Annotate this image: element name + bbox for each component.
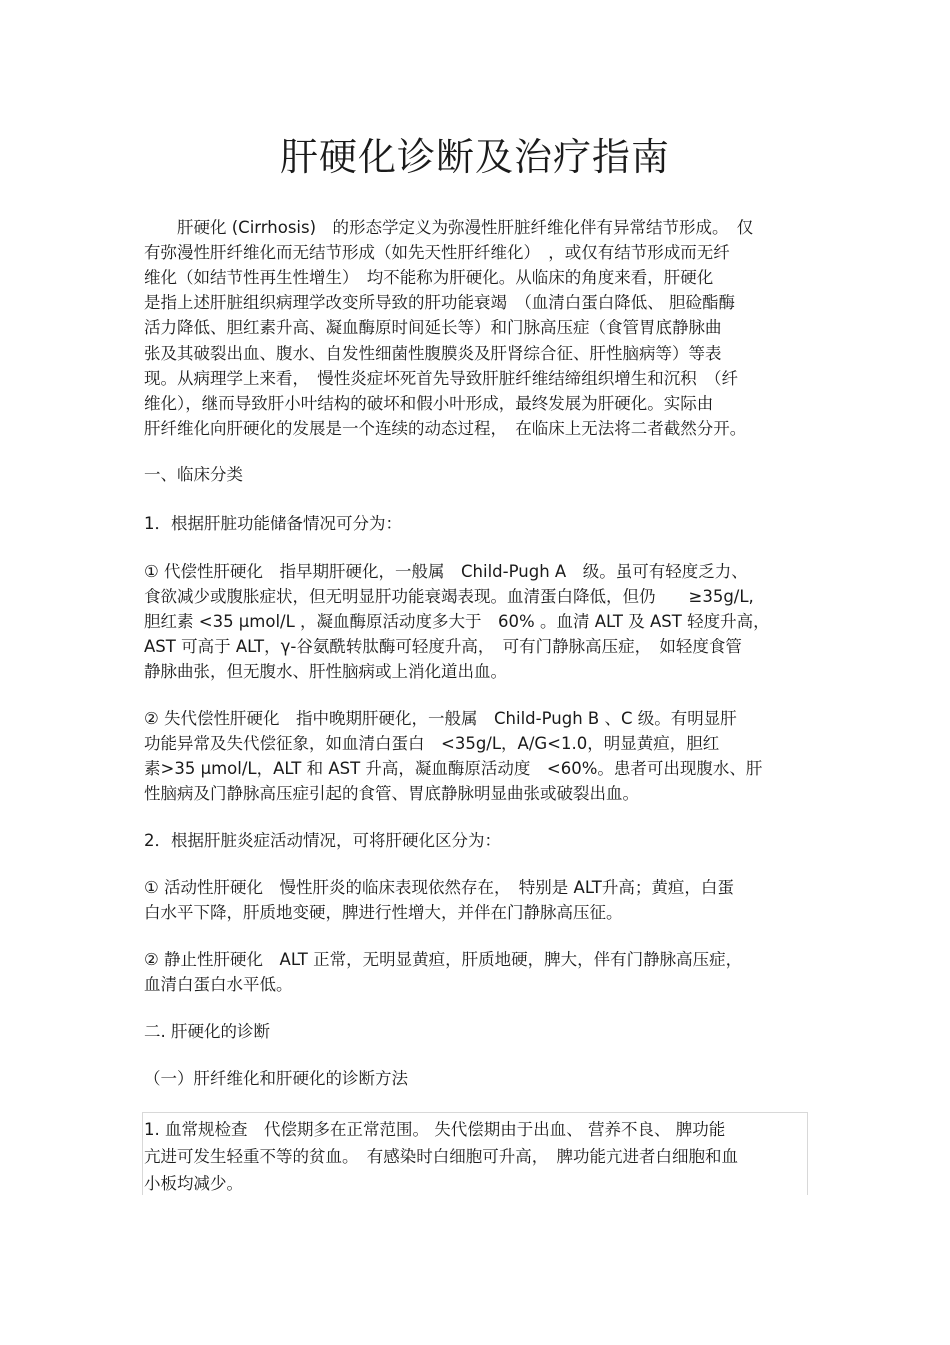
intro-line: 张及其破裂出血、腹水、自发性细菌性腹膜炎及肝肾综合征、肝性脑病等）等表 xyxy=(144,344,722,363)
intro-line: 肝纤维化向肝硬化的发展是一个连续的动态过程， 在临床上无法将二者截然分开。 xyxy=(144,419,747,438)
paragraph-line: ① 活动性肝硬化 慢性肝炎的临床表现依然存在， 特别是 ALT升高；黄疸，白蛋 xyxy=(144,878,734,897)
intro-line: 维化（如结节性再生性增生） 均不能称为肝硬化。从临床的角度来看，肝硬化 xyxy=(144,268,714,287)
section-heading-diagnosis: 二. 肝硬化的诊断 xyxy=(144,1022,270,1041)
intro-line: 肝硬化 (Cirrhosis) 的形态学定义为弥漫性肝脏纤维化伴有异常结节形成。 仅 xyxy=(144,218,754,237)
paragraph-line: 胆红素 <35 μmol/L ，凝血酶原活动度多大于 60% 。血清 ALT 及 AST 轻度升高， xyxy=(144,612,770,631)
paragraph-line: 静脉曲张，但无腹水、肝性脑病或上消化道出血。 xyxy=(144,662,507,681)
paragraph-line: 性脑病及门静脉高压症引起的食管、胃底静脉明显曲张或破裂出血。 xyxy=(144,784,639,803)
section-heading-clinical-classification: 一、临床分类 xyxy=(144,465,243,484)
paragraph-line: 食欲减少或腹胀症状，但无明显肝功能衰竭表现。血清蛋白降低，但仍 ≥35g/L, xyxy=(144,587,754,606)
paragraph-line: 1. 血常规检查 代偿期多在正常范围。 失代偿期由于出血、 营养不良、 脾功能 xyxy=(144,1120,726,1139)
subsection-heading-inflammation: 2．根据肝脏炎症活动情况，可将肝硬化区分为： xyxy=(144,831,501,850)
paragraph-line: ② 静止性肝硬化 ALT 正常，无明显黄疸，肝质地硬，脾大，伴有门静脉高压症， xyxy=(144,950,743,969)
paragraph-line: ① 代偿性肝硬化 指早期肝硬化，一般属 Child-Pugh A 级。虽可有轻度乏力、 xyxy=(144,562,748,581)
paragraph-line: 血清白蛋白水平低。 xyxy=(144,975,293,994)
paragraph-line: 亢进可发生轻重不等的贫血。 有感染时白细胞可升高， 脾功能亢进者白细胞和血 xyxy=(144,1147,738,1166)
intro-line: 维化），继而导致肝小叶结构的破坏和假小叶形成，最终发展为肝硬化。实际由 xyxy=(144,394,714,413)
paragraph-line: 功能异常及失代偿征象，如血清白蛋白 <35g/L，A/G<1.0，明显黄疸，胆红 xyxy=(144,734,720,753)
intro-line: 有弥漫性肝纤维化而无结节形成（如先天性肝纤维化） ，或仅有结节形成而无纤 xyxy=(144,243,730,262)
paragraph-line: 白水平下降，肝质地变硬，脾进行性增大，并伴在门静脉高压征。 xyxy=(144,903,623,922)
document-title: 肝硬化诊断及治疗指南 xyxy=(279,135,670,179)
paragraph-line: ② 失代偿性肝硬化 指中晚期肝硬化，一般属 Child-Pugh B 、C 级。有明显肝 xyxy=(144,709,737,728)
intro-line: 现。从病理学上来看， 慢性炎症坏死首先导致肝脏纤维结缔组织增生和沉积 （纤 xyxy=(144,369,738,388)
subsection-heading-liver-reserve: 1．根据肝脏功能储备情况可分为： xyxy=(144,514,402,533)
paragraph-line: AST 可高于 ALT，γ-谷氨酰转肽酶可轻度升高， 可有门静脉高压症， 如轻度食管 xyxy=(144,637,742,656)
subsection-heading-diagnosis-methods: （一）肝纤维化和肝硬化的诊断方法 xyxy=(144,1069,408,1088)
paragraph-line: 小板均减少。 xyxy=(144,1174,243,1193)
paragraph-line: 素>35 μmol/L，ALT 和 AST 升高，凝血酶原活动度 <60%。患者可出现腹水、肝 xyxy=(144,759,763,778)
intro-line: 活力降低、胆红素升高、凝血酶原时间延长等）和门脉高压症（食管胃底静脉曲 xyxy=(144,318,722,337)
intro-line: 是指上述肝脏组织病理学改变所导致的肝功能衰竭 （血清白蛋白降低、 胆硷酯酶 xyxy=(144,293,735,312)
